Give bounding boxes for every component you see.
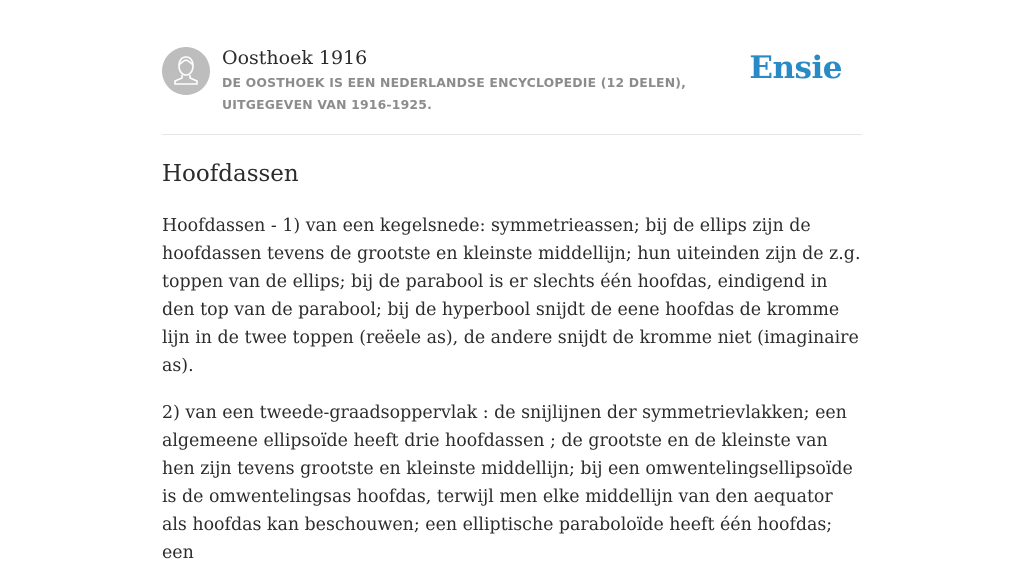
source-description: DE OOSTHOEK IS EEN NEDERLANDSE ENCYCLOPEDIE (12 DELEN), UITGEGEVEN VAN 1916-1925. [222, 75, 687, 112]
article-paragraph: Hoofdassen - 1) van een kegelsnede: symmetrieassen; bij de ellips zijn de hoofdassen tevens de grootste en kleinste middellijn; hun uiteinden zijn de z.g. toppen van de ellips; bij de parabool is er slechts één hoofdas, eindigend in den top van de parabool; bij de hyperbool snijdt de eene hoofdas de kromme lijn in de twee toppen (reëele as), de andere snijdt de kromme niet (imaginaire as). [162, 216, 861, 376]
article-body [162, 212, 862, 586]
source-title[interactable]: Oosthoek 1916 [222, 47, 368, 69]
page-container [162, 0, 862, 563]
source-avatar[interactable] [162, 47, 210, 95]
article-title: Hoofdassen [162, 161, 299, 187]
ensie-logo[interactable]: Ensie [749, 50, 842, 86]
article-paragraph: 2) van een tweede-graadsoppervlak : de snijlijnen der symmetrievlakken; een algemeene ellipsoïde heeft drie hoofdassen ; de grootste en de kleinste van hen zijn tevens grootste en kleinste middellijn; bij een omwentelingsellipsoïde is de omwentelingsas hoofdas, terwijl men elke middellijn van den aequator als hoofdas kan beschouwen; een elliptische paraboloïde heeft één hoofdas; een [162, 403, 853, 563]
source-header [162, 0, 862, 135]
user-silhouette-icon [162, 47, 210, 95]
